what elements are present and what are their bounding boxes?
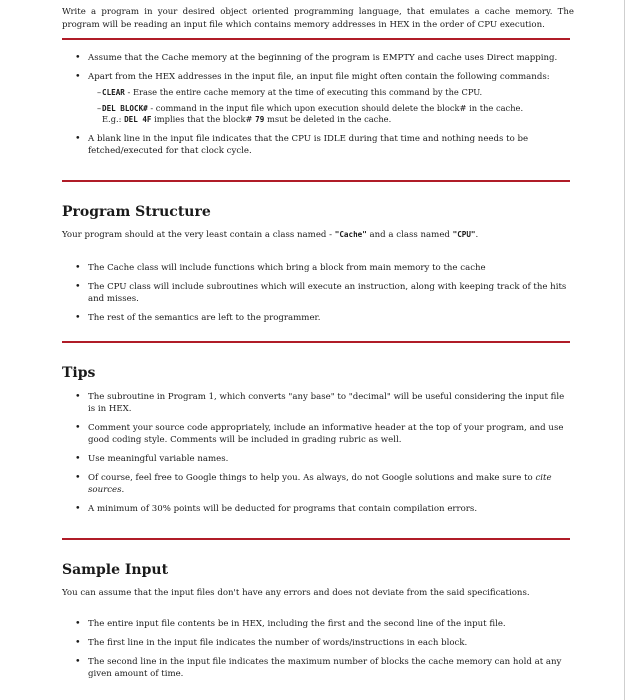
program-structure-list bbox=[72, 262, 572, 331]
tips-heading: Tips bbox=[62, 365, 96, 381]
sublist-item bbox=[88, 87, 572, 99]
list-item: • The CPU class will include subroutines which will execute an instruction, along with keeping track of the hits and misses. bbox=[72, 281, 572, 305]
program-structure-intro bbox=[62, 229, 572, 241]
list-item: • Use meaningful variable names. bbox=[72, 453, 572, 465]
command-clear: CLEAR bbox=[102, 88, 125, 97]
commands-sublist bbox=[88, 87, 572, 126]
command-clear-desc: - Erase the entire cache memory at the time of executing this command by the CPU. bbox=[124, 87, 483, 97]
command-del-desc: - command in the input file which upon execution should delete the block# in the cache. bbox=[147, 102, 524, 113]
command-del-block: DEL BLOCK# bbox=[102, 103, 148, 113]
list-item: • The entire input file contents be in HEX, including the first and the second line of the input file. bbox=[72, 618, 572, 630]
tips-list bbox=[72, 391, 572, 522]
example-middle: implies that the block# bbox=[151, 114, 256, 124]
class-name-cpu: "CPU" bbox=[452, 230, 476, 239]
list-item: • The Cache class will include functions which bring a block from main memory to the cache bbox=[72, 262, 572, 274]
list-item: • The first line in the input file indicates the number of words/instructions in each block. bbox=[72, 637, 572, 649]
list-item-text: Apart from the HEX addresses in the input file, an input file might often contain the following commands: bbox=[88, 72, 550, 82]
list-item: • A minimum of 30% points will be deducted for programs that contain compilation errors. bbox=[72, 503, 572, 515]
intro-pre: Your program should at the very least contain a class named - bbox=[62, 230, 335, 240]
example-suffix: msut be deleted in the cache. bbox=[264, 114, 392, 124]
list-item: • A blank line in the input file indicates that the CPU is IDLE during that time and nothing needs to be fetched/executed for that clock cycle. bbox=[72, 133, 572, 157]
list-item: • Comment your source code appropriately, include an informative header at the top of your program, and use good coding style. Comments will be included in grading rubric as well. bbox=[72, 422, 572, 446]
list-item bbox=[72, 71, 572, 126]
list-item-text: Of course, feel free to Google things to help you. As always, do not Google solutions and make sure to bbox=[88, 473, 536, 483]
intro-post: . bbox=[475, 230, 479, 240]
sample-input-heading: Sample Input bbox=[62, 562, 169, 578]
example-block-number: 79 bbox=[255, 115, 265, 124]
section-divider bbox=[62, 38, 570, 40]
list-item: • The subroutine in Program 1, which converts "any base" to "decimal" will be useful considering the input file is in HEX. bbox=[72, 391, 572, 415]
list-item: • The second line in the input file indicates the maximum number of blocks the cache memory can hold at any given amount of time. bbox=[72, 656, 572, 680]
example-prefix: E.g.: bbox=[102, 114, 125, 124]
sample-input-intro: You can assume that the input files don't have any errors and does not deviate from the said specifications. bbox=[62, 588, 530, 598]
list-item bbox=[72, 472, 572, 496]
sublist-item bbox=[88, 103, 572, 126]
class-name-cache: "Cache" bbox=[334, 230, 367, 239]
intro-paragraph: Write a program in your desired object oriented programming language, that emulates a cache memory. The program will be reading an input file which contains memory addresses in HEX in the order of CPU execution. bbox=[62, 7, 574, 30]
section-divider bbox=[62, 341, 570, 343]
program-structure-heading: Program Structure bbox=[62, 204, 211, 220]
list-item: • The rest of the semantics are left to the programmer. bbox=[72, 312, 572, 324]
cite-sources-text: cite sources. bbox=[88, 473, 552, 495]
sample-input-list bbox=[72, 618, 572, 687]
section-divider bbox=[62, 538, 570, 540]
requirements-list bbox=[72, 52, 572, 164]
section-divider bbox=[62, 180, 570, 182]
list-item: • Assume that the Cache memory at the beginning of the program is EMPTY and cache uses Direct mapping. bbox=[72, 52, 572, 64]
intro-mid: and a class named bbox=[366, 230, 453, 240]
example-command: DEL 4F bbox=[124, 115, 152, 124]
